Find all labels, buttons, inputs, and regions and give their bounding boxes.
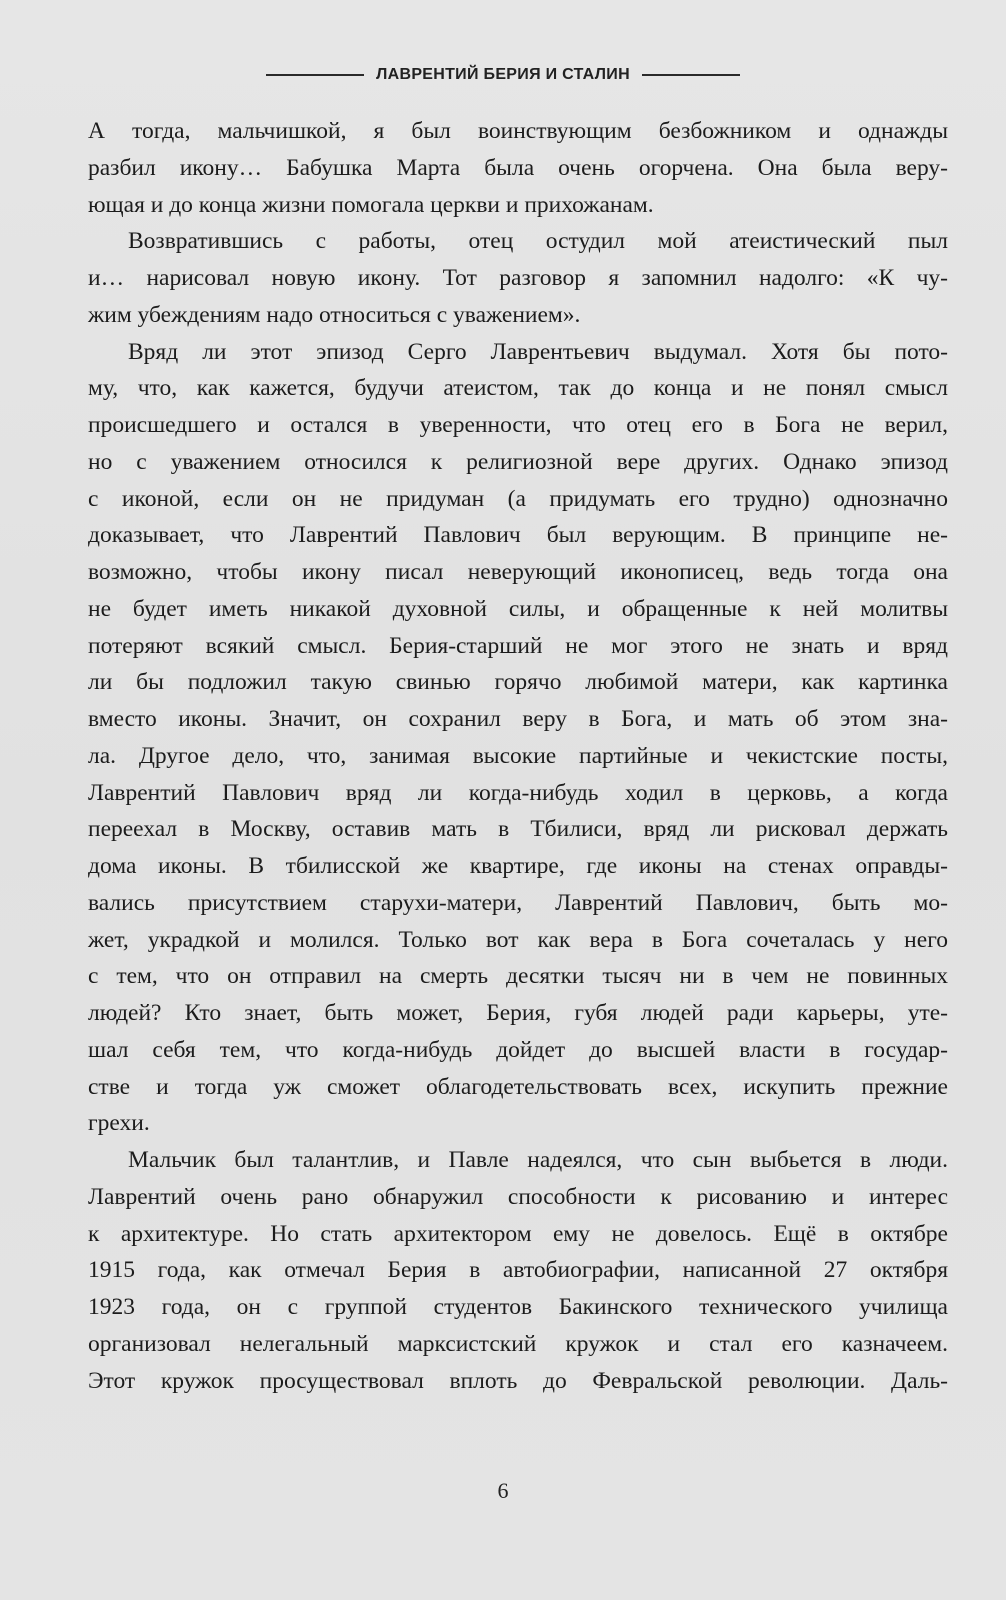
text-line: шал себя тем, что когда-нибудь дойдет до высшей власти в государ- xyxy=(88,1036,948,1063)
text-line: вместо иконы. Значит, он сохранил веру в Бога, и мать об этом зна- xyxy=(88,706,948,732)
text-line: с иконой, если он не придуман (а придумать его трудно) однозначно xyxy=(88,485,948,512)
text-line: жет, украдкой и молился. Только вот как вера в Бога сочеталась у него xyxy=(88,926,948,953)
running-header xyxy=(0,60,1006,90)
text-line: потеряют всякий смысл. Берия-старший не мог этого не знать и вряд xyxy=(88,632,948,659)
text-line: ли бы подложил такую свинью горячо любимой матери, как картинка xyxy=(88,669,948,696)
running-header-title: ЛАВРЕНТИЙ БЕРИЯ И СТАЛИН xyxy=(376,66,630,83)
text-line: Этот кружок просуществовал вплоть до Февральской революции. Даль- xyxy=(88,1367,948,1394)
header-rule-left xyxy=(266,74,364,76)
text-line: и… нарисовал новую икону. Тот разговор я запомнил надолго: «К чу- xyxy=(88,265,948,291)
text-line: Возвратившись с работы, отец остудил мой атеистический пыл xyxy=(128,228,948,255)
text-line: людей? Кто знает, быть может, Берия, губя людей ради карьеры, уте- xyxy=(88,1000,948,1026)
text-line: не будет иметь никакой духовной силы, и обращенные к ней молитвы xyxy=(88,595,948,622)
page-number: 6 xyxy=(497,1478,509,1503)
text-line: переехал в Москву, оставив мать в Тбилиси, вряд ли рисковал держать xyxy=(88,816,948,843)
text-line: происшедшего и остался в уверенности, что отец его в Бога не верил, xyxy=(88,412,948,438)
text-line: но с уважением относился к религиозной вере других. Однако эпизод xyxy=(88,448,948,475)
text-line: 1915 года, как отмечал Берия в автобиографии, написанной 27 октября xyxy=(88,1257,948,1284)
text-line: му, что, как кажется, будучи атеистом, так до конца и не понял смысл xyxy=(88,375,948,402)
text-line: Лаврентий Павлович вряд ли когда-нибудь ходил в церковь, а когда xyxy=(88,779,948,806)
text-line: вались присутствием старухи-матери, Лаврентий Павлович, быть мо- xyxy=(88,889,948,916)
text-line: к архитектуре. Но стать архитектором ему не довелось. Ещё в октябре xyxy=(88,1220,948,1247)
text-line: Лаврентий очень рано обнаружил способности к рисованию и интерес xyxy=(88,1183,948,1210)
text-line: ющая и до конца жизни помогала церкви и прихожанам. xyxy=(88,191,654,218)
text-line: стве и тогда уж сможет облагодетельствовать всех, искупить прежние xyxy=(88,1073,948,1100)
text-line: с тем, что он отправил на смерть десятки тысяч ни в чем не повинных xyxy=(88,963,948,990)
text-line: ла. Другое дело, что, занимая высокие партийные и чекистские посты, xyxy=(88,742,948,769)
body-text xyxy=(88,113,948,1399)
text-line: Мальчик был талантлив, и Павле надеялся, что сын выбьется в люди. xyxy=(128,1147,948,1173)
text-line: Вряд ли этот эпизод Серго Лаврентьевич выдумал. Хотя бы пото- xyxy=(128,338,948,365)
text-line: разбил икону… Бабушка Марта была очень огорчена. Она была веру- xyxy=(88,154,948,181)
text-line: А тогда, мальчишкой, я был воинствующим безбожником и однажды xyxy=(88,118,948,144)
text-line: организовал нелегальный марксистский кружок и стал его казначеем. xyxy=(88,1330,948,1357)
header-rule-right xyxy=(642,74,740,76)
text-line: 1923 года, он с группой студентов Бакинского технического училища xyxy=(88,1294,948,1320)
text-line: жим убеждениям надо относиться с уважением». xyxy=(88,301,581,328)
text-line: дома иконы. В тбилисской же квартире, где иконы на стенах оправды- xyxy=(88,853,948,879)
text-line: доказывает, что Лаврентий Павлович был верующим. В принципе не- xyxy=(88,522,948,549)
text-line: возможно, чтобы икону писал неверующий иконописец, ведь тогда она xyxy=(88,559,948,585)
text-line: грехи. xyxy=(88,1110,150,1137)
